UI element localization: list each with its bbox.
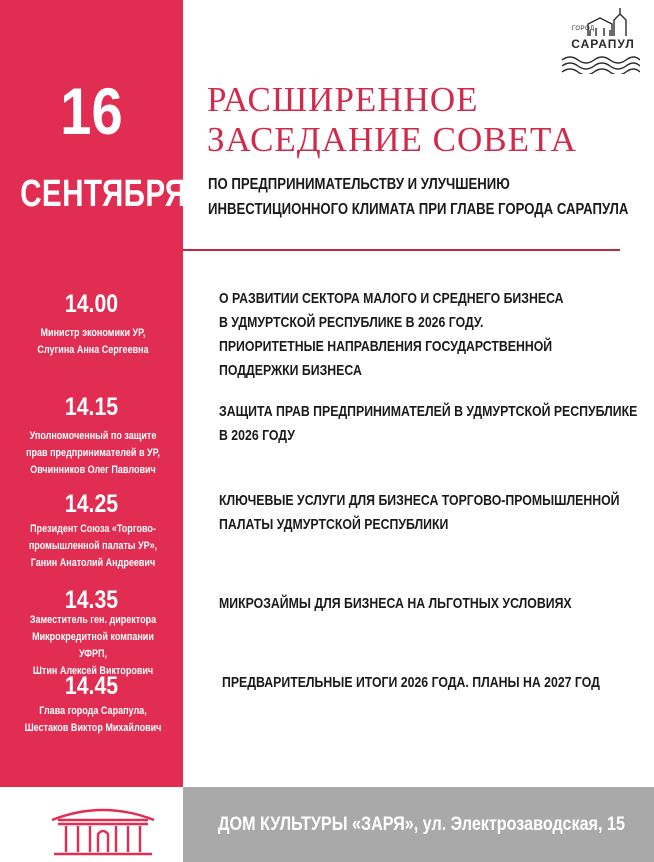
program-speaker (20, 428, 166, 479)
topic-line: ПРИОРИТЕТНЫЕ НАПРАВЛЕНИЯ ГОСУДАРСТВЕННОЙ (219, 338, 553, 355)
program-speaker (20, 521, 166, 572)
program-topic (219, 592, 645, 616)
topic-line: ЗАЩИТА ПРАВ ПРЕДПРИНИМАТЕЛЕЙ В УДМУРТСКОЙ РЕСПУБЛИКЕ (219, 403, 638, 420)
program-time: 14.25 (64, 490, 119, 518)
title-line-2: ЗАСЕДАНИЕ СОВЕТА (207, 120, 577, 159)
speaker-line: Глава города Сарапула, (39, 705, 147, 717)
speaker-line: Слугина Анна Сергеевна (37, 344, 149, 356)
speaker-line: Штин Алексей Викторович (32, 665, 154, 677)
topic-line: ПАЛАТЫ УДМУРТСКОЙ РЕСПУБЛИКИ (219, 516, 449, 533)
subtitle-line-2: ИНВЕСТИЦИОННОГО КЛИМАТА ПРИ ГЛАВЕ ГОРОДА САРАПУЛА (208, 201, 629, 218)
program-topic (219, 489, 645, 537)
speaker-line: Овчинников Олег Павлович (30, 464, 156, 476)
speaker-line: Шестаков Виктор Михайлович (24, 722, 162, 734)
speaker-line: Уполномоченный по защите (29, 430, 157, 442)
program-time: 14.15 (64, 393, 119, 421)
building-icon (48, 798, 158, 858)
speaker-line: Ганин Анатолий Андреевич (30, 557, 156, 569)
topic-line: В УДМУРТСКОЙ РЕСПУБЛИКЕ В 2026 ГОДУ. (219, 314, 484, 331)
program-speaker (20, 612, 166, 680)
speaker-line: Заместитель ген. директора (29, 614, 157, 626)
program-topic (219, 400, 645, 448)
speaker-line: промышленной палаты УР», (28, 540, 158, 552)
topic-line: В 2026 ГОДУ (219, 427, 295, 444)
page-subtitle (208, 172, 650, 222)
page-title (207, 80, 647, 160)
topic-line: ПОДДЕРЖКИ БИЗНЕСА (219, 362, 362, 379)
program-time: 14.45 (64, 672, 119, 700)
speaker-line: Президент Союза «Торгово- (30, 523, 156, 535)
title-divider (183, 249, 620, 251)
program-topic (222, 671, 648, 695)
topic-line: ПРЕДВАРИТЕЛЬНЫЕ ИТОГИ 2026 ГОДА. ПЛАНЫ НА 2027 ГОД (222, 674, 600, 691)
logo-name: САРАПУЛ (571, 37, 635, 51)
program-time: 14.35 (64, 586, 119, 614)
program-speaker (20, 703, 166, 737)
venue-address: ДОМ КУЛЬТУРЫ «ЗАРЯ», ул. Электрозаводская, 15 (218, 814, 625, 835)
topic-line: МИКРОЗАЙМЫ ДЛЯ БИЗНЕСА НА ЛЬГОТНЫХ УСЛОВИЯХ (219, 595, 572, 612)
speaker-line: прав предпринимателей в УР, (26, 447, 160, 459)
speaker-line: Микрокредитной компании УФРП, (32, 631, 154, 660)
topic-line: КЛЮЧЕВЫЕ УСЛУГИ ДЛЯ БИЗНЕСА ТОРГОВО-ПРОМЫШЛЕННОЙ (219, 492, 620, 509)
title-line-1: РАСШИРЕННОЕ (207, 80, 479, 119)
subtitle-line-1: ПО ПРЕДПРИНИМАТЕЛЬСТВУ И УЛУЧШЕНИЮ (208, 176, 510, 193)
program-speaker (20, 325, 166, 359)
topic-line: О РАЗВИТИИ СЕКТОРА МАЛОГО И СРЕДНЕГО БИЗНЕСА (219, 290, 564, 307)
date-month: СЕНТЯБРЯ (20, 173, 187, 215)
speaker-line: Министр экономики УР, (40, 327, 146, 339)
logo-small-text: ГОРОД (572, 26, 595, 32)
program-time: 14.00 (64, 290, 119, 318)
program-topic (219, 287, 645, 383)
date-day: 16 (60, 74, 123, 148)
